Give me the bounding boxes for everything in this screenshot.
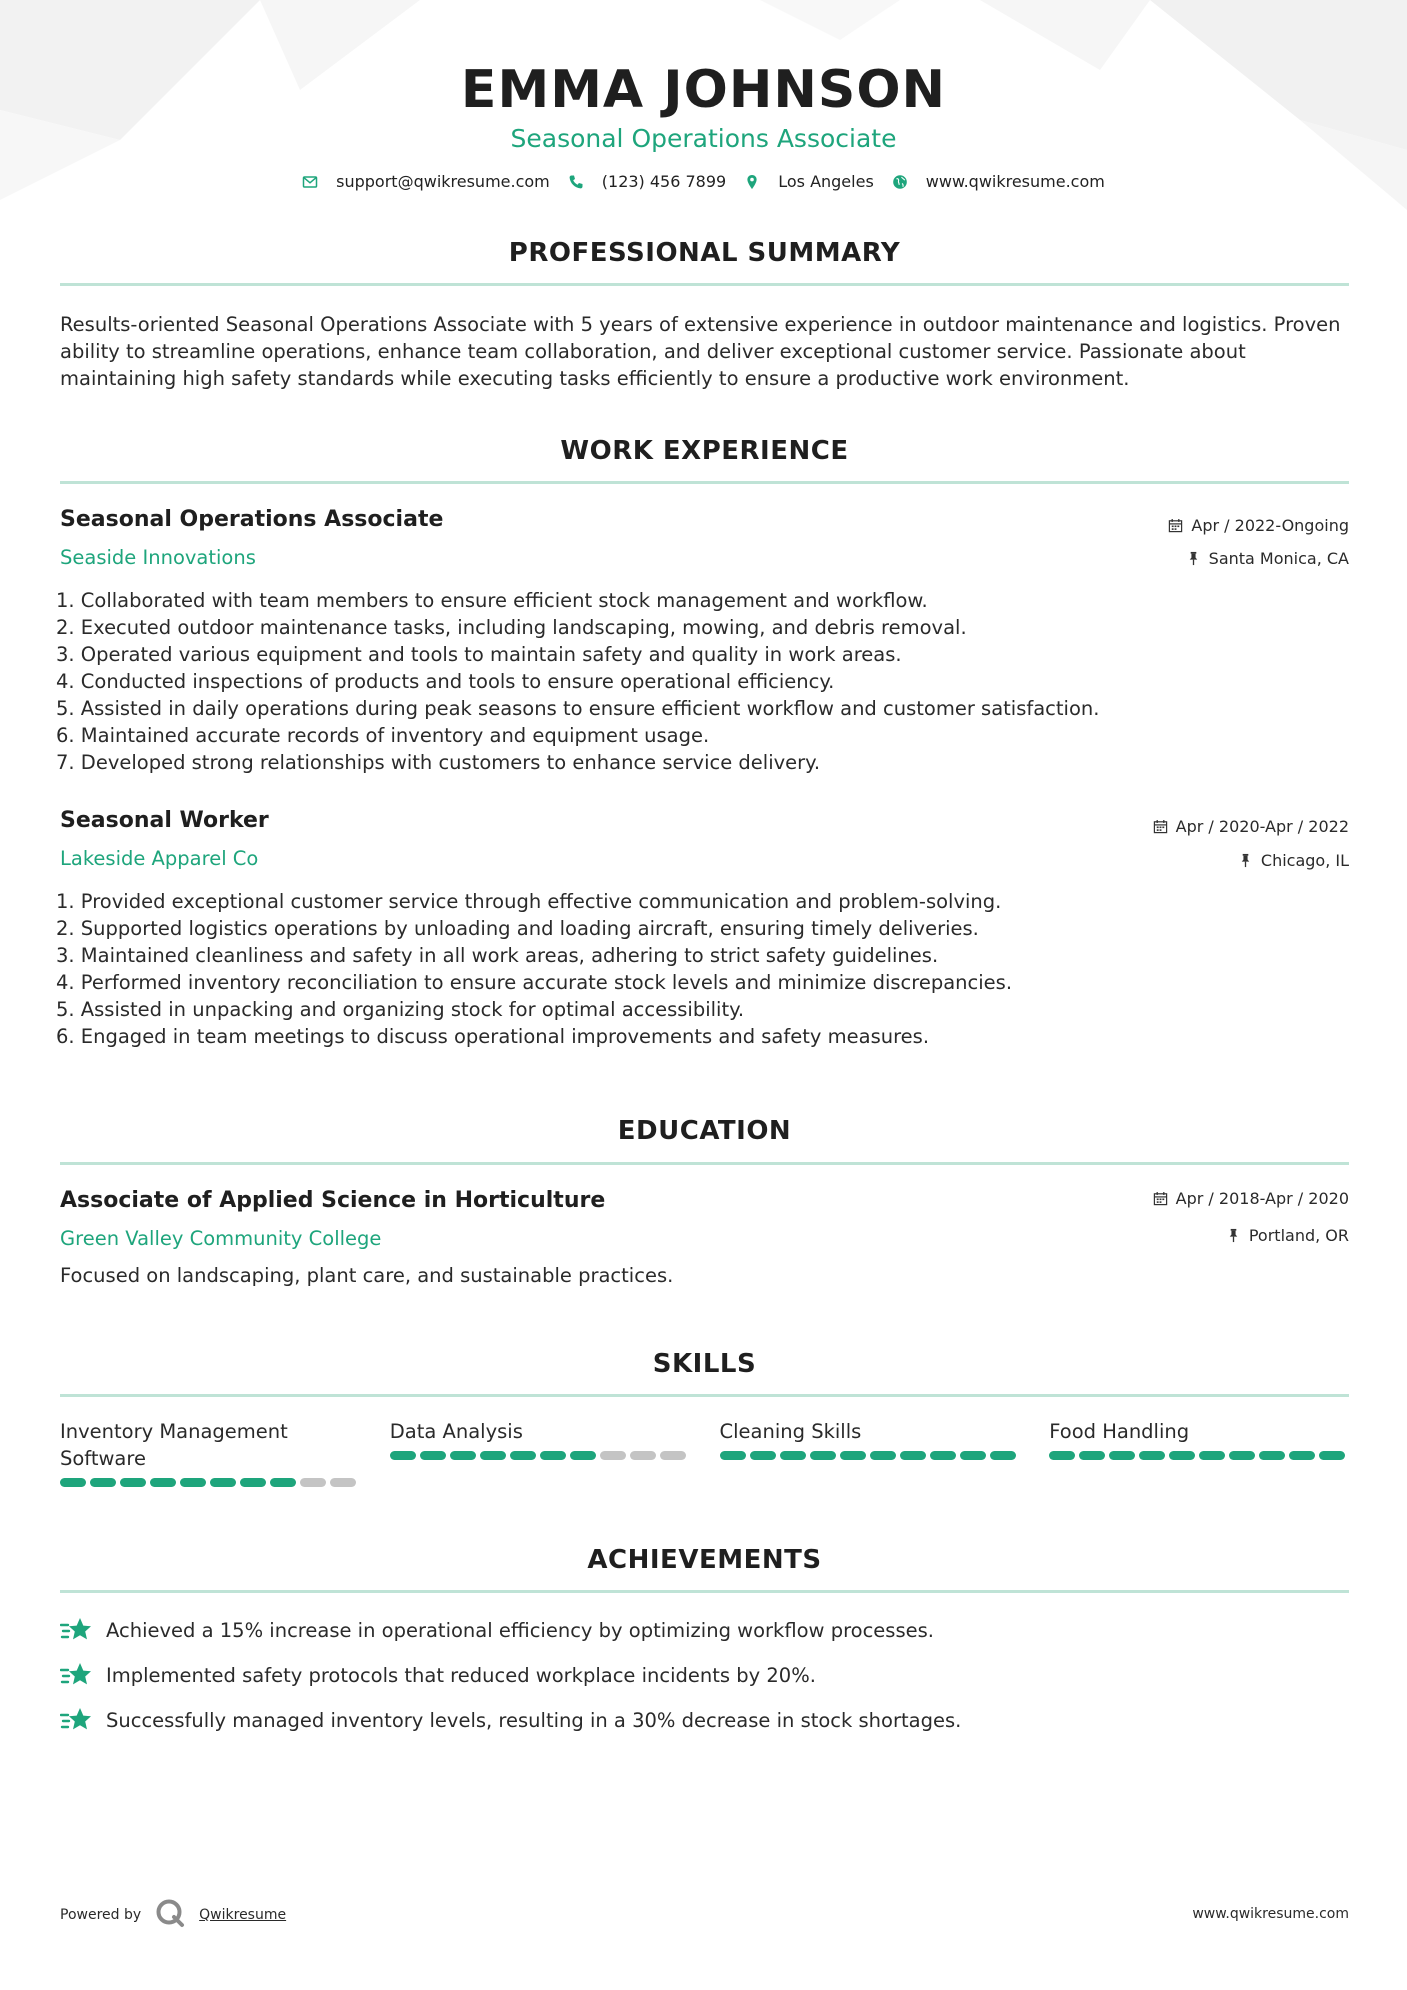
list-item: 1. Provided exceptional customer service through effective communication and problem-solving. (56, 890, 1002, 913)
skill-segment-filled (420, 1451, 446, 1460)
skill-segment-empty (300, 1478, 326, 1487)
candidate-role: Seasonal Operations Associate (510, 124, 897, 153)
job-company: Lakeside Apparel Co (60, 847, 259, 870)
skill-segment-filled (570, 1451, 596, 1460)
skill-segment-filled (480, 1451, 506, 1460)
achievement-text: Achieved a 15% increase in operational efficiency by optimizing workflow processes. (106, 1618, 934, 1642)
summary-text: Results-oriented Seasonal Operations Associate with 5 years of extensive experience in outdoor maintenance and logistics. Proven ability to streamline operations, enhance team collaboration, and deliver exceptional customer service. Passionate about maintaining high safety standards while executing tasks efficiently to ensure a productive work environment. (60, 313, 1341, 390)
list-item: 3. Operated various equipment and tools to maintain safety and quality in work areas. (56, 643, 902, 666)
job-location-text: Santa Monica, CA (1208, 549, 1349, 568)
skill-segment-filled (990, 1451, 1016, 1460)
skill-segment-filled (1319, 1451, 1345, 1460)
degree-title: Associate of Applied Science in Horticulture (60, 1188, 606, 1213)
envelope-icon (302, 174, 318, 190)
education-location-text: Portland, OR (1248, 1226, 1349, 1245)
skill-segment-filled (1199, 1451, 1225, 1460)
skill-level-bar (720, 1451, 1020, 1460)
skill-item (390, 1418, 690, 1487)
phone-text[interactable]: (123) 456 7899 (601, 172, 727, 191)
achievements-divider (60, 1590, 1349, 1593)
skill-segment-filled (1169, 1451, 1195, 1460)
job-dates (1168, 516, 1349, 535)
experience-heading: WORK EXPERIENCE (560, 436, 849, 466)
list-item: 5. Assisted in daily operations during peak seasons to ensure efficient workflow and customer satisfaction. (56, 697, 1100, 720)
skill-item (60, 1418, 360, 1487)
skill-level-bar (390, 1451, 690, 1460)
list-item: 1. Collaborated with team members to ensure efficient stock management and workflow. (56, 589, 928, 612)
calendar-icon (1168, 518, 1183, 533)
skill-segment-filled (150, 1478, 176, 1487)
skill-segment-filled (90, 1478, 116, 1487)
contact-location (744, 172, 874, 191)
job-duties-list (56, 587, 1346, 776)
skill-segment-filled (120, 1478, 146, 1487)
star-icon (60, 1706, 92, 1734)
achievement-item (60, 1616, 934, 1644)
skill-segment-filled (1259, 1451, 1285, 1460)
job-title: Seasonal Worker (60, 808, 269, 833)
skill-level-bar (60, 1478, 360, 1487)
job-dates (1153, 817, 1349, 836)
skill-segment-filled (450, 1451, 476, 1460)
skills-grid (60, 1418, 1349, 1487)
skill-segment-filled (1289, 1451, 1315, 1460)
list-item: 2. Supported logistics operations by unloading and loading aircraft, ensuring timely deliveries. (56, 917, 979, 940)
achievements-heading: ACHIEVEMENTS (587, 1545, 822, 1575)
list-item: 3. Maintained cleanliness and safety in all work areas, adhering to strict safety guidelines. (56, 944, 939, 967)
skills-heading: SKILLS (652, 1349, 757, 1379)
list-item: 7. Developed strong relationships with customers to enhance service delivery. (56, 751, 821, 774)
school-name: Green Valley Community College (60, 1227, 382, 1250)
skill-segment-filled (900, 1451, 926, 1460)
resume-header (0, 60, 1407, 156)
skill-item (1049, 1418, 1349, 1487)
skill-segment-empty (660, 1451, 686, 1460)
skill-segment-filled (870, 1451, 896, 1460)
skill-segment-filled (750, 1451, 776, 1460)
job-duties-list (56, 888, 1346, 1050)
job-company: Seaside Innovations (60, 546, 256, 569)
skill-name: Inventory Management Software (60, 1420, 288, 1470)
skill-item (720, 1418, 1020, 1487)
phone-icon (568, 174, 584, 190)
star-icon (60, 1616, 92, 1644)
skill-segment-empty (630, 1451, 656, 1460)
contact-email[interactable] (302, 172, 550, 191)
skill-segment-filled (1049, 1451, 1075, 1460)
summary-divider (60, 283, 1349, 286)
list-item: 5. Assisted in unpacking and organizing stock for optimal accessibility. (56, 998, 745, 1021)
education-location (1226, 1226, 1349, 1245)
education-divider (60, 1162, 1349, 1165)
contact-phone[interactable] (568, 172, 726, 191)
map-pin-icon (744, 174, 760, 190)
achievement-item (60, 1706, 961, 1734)
skill-segment-filled (540, 1451, 566, 1460)
skill-segment-filled (1079, 1451, 1105, 1460)
qwikresume-logo-icon (155, 1898, 185, 1932)
list-item: 6. Engaged in team meetings to discuss operational improvements and safety measures. (56, 1025, 930, 1048)
website-text[interactable]: www.qwikresume.com (925, 172, 1105, 191)
summary-heading: PROFESSIONAL SUMMARY (508, 238, 901, 268)
list-item: 4. Conducted inspections of products and tools to ensure operational efficiency. (56, 670, 835, 693)
skills-divider (60, 1394, 1349, 1397)
job-dates-text: Apr / 2022-Ongoing (1191, 516, 1349, 535)
skill-segment-filled (510, 1451, 536, 1460)
education-dates (1153, 1189, 1349, 1208)
achievement-item (60, 1661, 816, 1689)
experience-divider (60, 481, 1349, 484)
education-dates-text: Apr / 2018-Apr / 2020 (1175, 1189, 1349, 1208)
contact-website[interactable] (892, 172, 1105, 191)
skill-segment-filled (210, 1478, 236, 1487)
pushpin-icon (1238, 853, 1253, 868)
skill-segment-filled (960, 1451, 986, 1460)
location-text: Los Angeles (778, 172, 874, 191)
calendar-icon (1153, 1191, 1168, 1206)
skill-segment-filled (60, 1478, 86, 1487)
achievement-text: Successfully managed inventory levels, resulting in a 30% decrease in stock shortages. (106, 1708, 962, 1732)
skill-segment-filled (930, 1451, 956, 1460)
skill-segment-filled (240, 1478, 266, 1487)
pushpin-icon (1226, 1228, 1241, 1243)
skill-segment-filled (1139, 1451, 1165, 1460)
footer-website[interactable]: www.qwikresume.com (1192, 1906, 1349, 1922)
powered-by-label: Powered by (60, 1907, 142, 1923)
education-heading: EDUCATION (617, 1116, 792, 1146)
job-location-text: Chicago, IL (1260, 851, 1349, 870)
calendar-icon (1153, 819, 1168, 834)
list-item: 2. Executed outdoor maintenance tasks, including landscaping, mowing, and debris removal. (56, 616, 967, 639)
globe-icon (892, 174, 908, 190)
qwikresume-link[interactable]: Qwikresume (199, 1907, 287, 1923)
job-dates-text: Apr / 2020-Apr / 2022 (1175, 817, 1349, 836)
skill-segment-filled (840, 1451, 866, 1460)
skill-segment-filled (270, 1478, 296, 1487)
job-location (1238, 851, 1349, 870)
skill-segment-empty (330, 1478, 356, 1487)
skill-segment-empty (600, 1451, 626, 1460)
candidate-name: EMMA JOHNSON (460, 60, 947, 120)
skill-level-bar (1049, 1451, 1349, 1460)
skill-segment-filled (720, 1451, 746, 1460)
skill-segment-filled (390, 1451, 416, 1460)
skill-segment-filled (1109, 1451, 1135, 1460)
list-item: 6. Maintained accurate records of inventory and equipment usage. (56, 724, 710, 747)
skill-segment-filled (1229, 1451, 1255, 1460)
skill-name: Cleaning Skills (719, 1420, 862, 1443)
email-text[interactable]: support@qwikresume.com (336, 172, 550, 191)
star-icon (60, 1661, 92, 1689)
job-location (1186, 549, 1349, 568)
pushpin-icon (1186, 551, 1201, 566)
contact-row (0, 172, 1407, 191)
footer-powered-by (60, 1898, 286, 1932)
list-item: 4. Performed inventory reconciliation to ensure accurate stock levels and minimize discrepancies. (56, 971, 1013, 994)
achievement-text: Implemented safety protocols that reduced workplace incidents by 20%. (106, 1663, 816, 1687)
skill-segment-filled (780, 1451, 806, 1460)
skill-segment-filled (810, 1451, 836, 1460)
skill-name: Food Handling (1049, 1420, 1190, 1443)
skill-segment-filled (180, 1478, 206, 1487)
skill-name: Data Analysis (389, 1420, 523, 1443)
education-description: Focused on landscaping, plant care, and sustainable practices. (60, 1264, 674, 1287)
job-title: Seasonal Operations Associate (60, 507, 444, 532)
